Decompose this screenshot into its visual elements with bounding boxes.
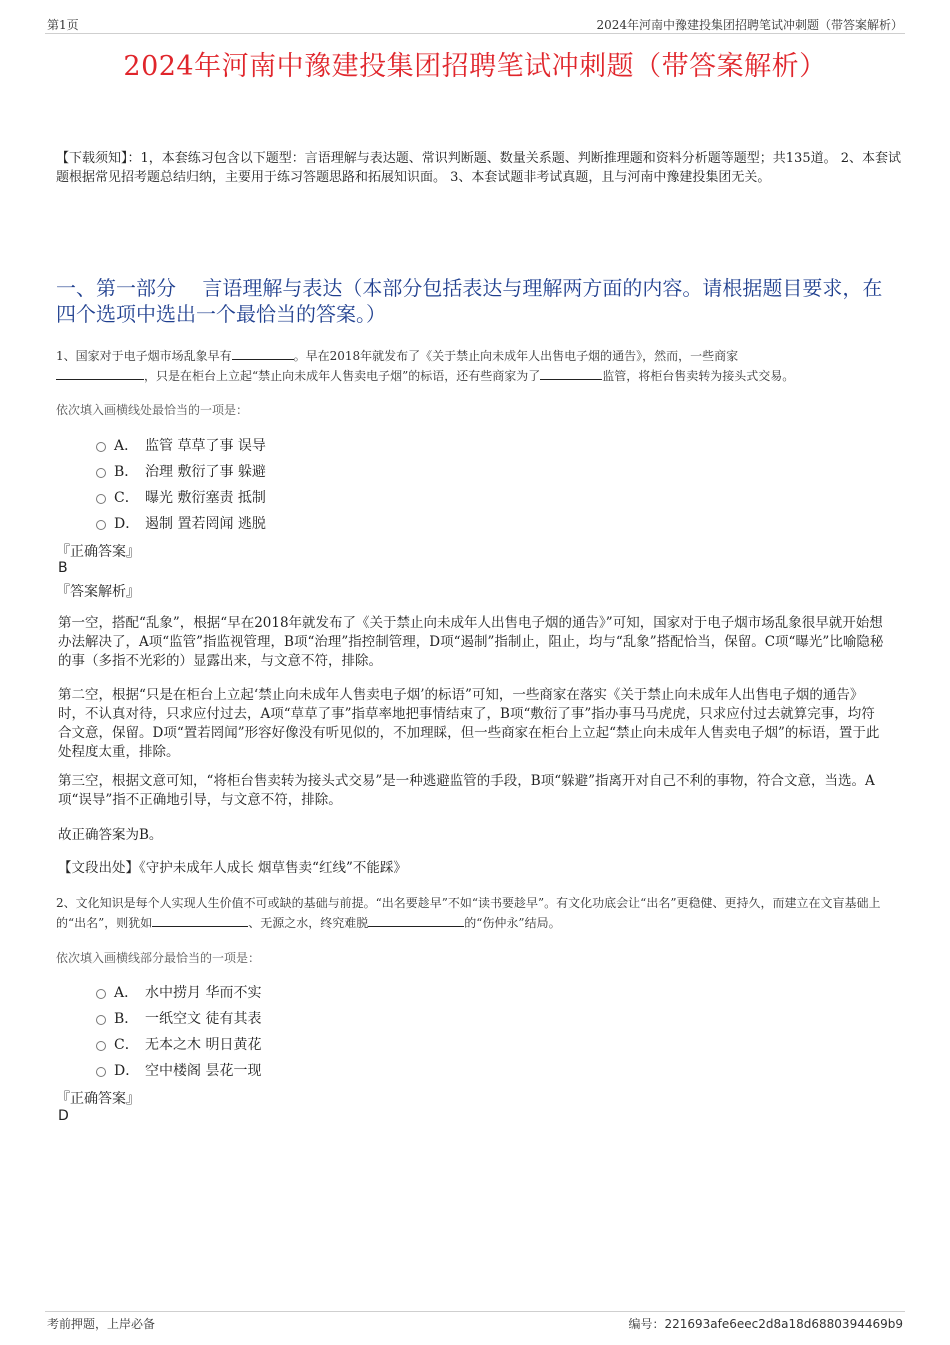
analysis-conclusion: 故正确答案为B。 [58,827,163,843]
download-notice: 【下载须知】：1，本套练习包含以下题型：言语理解与表达题、常识判断题、数量关系题、判断推理题和资料分析题等题型；共135道。 2、本套试题根据常见招考题总结归纳，主要用于练习答题思路和拓展知识面。 3、本套试题非考试真题，且与河南中豫建投集团无关。 [56,151,901,185]
page-footer [45,1311,905,1331]
running-title: 2024年河南中豫建投集团招聘笔试冲刺题（带答案解析） [596,18,903,32]
question-2-prompt: 依次填入画横线部分最恰当的一项是： [56,951,261,965]
analysis-label: 『答案解析』 [56,584,140,600]
radio-button[interactable] [96,1015,106,1025]
section-title: 一、第一部分 言语理解与表达（本部分包括表达与理解两方面的内容。请根据题目要求，在四个选项中选出一个最恰当的答案。） [56,276,883,326]
analysis-paragraph: 第二空，根据“只是在柜台上立起‘禁止向未成年人售卖电子烟’的标语”可知，一些商家在落实《关于禁止向未成年人出售电子烟的通告》时，不认真对待，只求应付过去，A项“草草了事”指草率地把事情结束了，B项“敷衍了事”指办事马马虎虎，只求应付过去就算完事，均符合文意，保留。D项“置若罔闻”形容好像没有听见似的，不加理睬，但一些商家在柜台上立起“禁止向未成年人售卖电子烟”的标语，置于此处程度太重，排除。 [58,687,880,760]
fill-blank [152,914,248,927]
fill-blank [56,367,144,380]
radio-button[interactable] [96,520,106,530]
page-header [45,14,905,34]
question-2-stem: 2、文化知识是每个人实现人生价值不可或缺的基础与前提。“出名要趁早”不如“读书要趁早”。有文化功底会让“出名”更稳健、更持久，而建立在文盲基础上的“出名”，则犹如 、无源之水，终究难脱 的“伤仲永”结局。 [56,896,881,930]
radio-button[interactable] [96,1067,106,1077]
analysis-paragraph: 第三空，根据文意可知，“将柜台售卖转为接头式交易”是一种逃避监管的手段，B项“躲避”指离开对自己不利的事物，符合文意，当选。A项“误导”指不正确地引导，与文意不符，排除。 [58,773,875,808]
fill-blank [232,347,294,360]
answer-value: B [58,560,68,576]
radio-button[interactable] [96,468,106,478]
fill-blank [540,367,602,380]
document-code: 编号：221693afe6eec2d8a18d6880394469b9 [628,1317,903,1331]
footer-slogan: 考前押题，上岸必备 [47,1317,156,1331]
document-title: 2024年河南中豫建投集团招聘笔试冲刺题（带答案解析） [123,51,827,82]
source-citation: 【文段出处】《守护未成年人成长 烟草售卖“红线”不能踩》 [58,860,407,876]
question-1-prompt: 依次填入画横线处最恰当的一项是： [56,403,249,417]
radio-button[interactable] [96,442,106,452]
answer-label: 『正确答案』 [56,544,140,560]
answer-value: D [58,1108,69,1124]
page-number: 第1页 [47,18,79,32]
fill-blank [368,914,464,927]
answer-label: 『正确答案』 [56,1091,140,1107]
radio-button[interactable] [96,1041,106,1051]
analysis-paragraph: 第一空，搭配“乱象”，根据“早在2018年就发布了《关于禁止向未成年人出售电子烟的通告》”可知，国家对于电子烟市场乱象很早就开始想办法解决了，A项“监管”指监视管理，B项“治理”指控制管理，D项“遏制”指制止，阻止，均与“乱象”搭配恰当，保留。C项“曝光”比喻隐秘的事（多指不光彩的）显露出来，与文意不符，排除。 [58,615,884,669]
radio-button[interactable] [96,494,106,504]
radio-button[interactable] [96,989,106,999]
question-1-stem: 1、国家对于电子烟市场乱象早有 。早在2018年就发布了《关于禁止向未成年人出售电子烟的通告》，然而，一些商家 ，只是在柜台上立起“禁止向未成年人售卖电子烟”的标语，还有些商家为了 监管，将柜台售卖转为接头式交易。 [56,349,795,383]
